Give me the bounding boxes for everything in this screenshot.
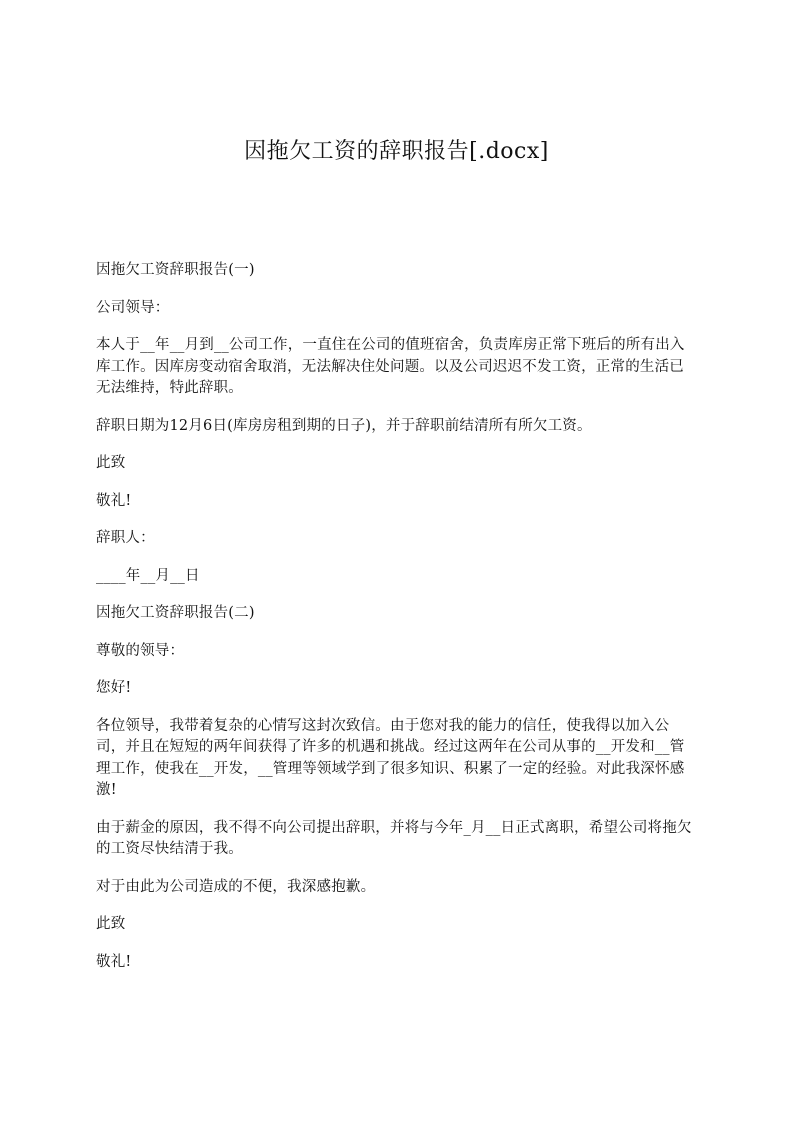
closing-line: 敬礼! [96, 953, 132, 970]
section-heading-1: 因拖欠工资辞职报告(一) [96, 262, 255, 278]
body-paragraph: 各位领导，我带着复杂的心情写这封次致信。由于您对我的能力的信任，使我得以加入公司，并且在短短的两年间获得了许多的机遇和挑战。经过这两年在公司从事的__开发和__管理工作，使我在__开发，__管理等领域学到了很多知识、积累了一定的经验。对此我深怀感激! [96, 717, 685, 798]
document-title: 因拖欠工资的辞职报告[.docx] [244, 139, 549, 164]
closing-line: 此致 [96, 455, 126, 471]
salutation: 尊敬的领导： [96, 642, 185, 659]
closing-line: 此致 [96, 916, 126, 932]
greeting: 您好! [96, 680, 132, 696]
body-paragraph: 对于由此为公司造成的不便，我深感抱歉。 [96, 878, 376, 895]
section-heading-2: 因拖欠工资辞职报告(二) [96, 605, 255, 621]
body-paragraph: 本人于__年__月到__公司工作，一直住在公司的值班宿舍，负责库房正常下班后的所有出入库工作。因库房变动宿舍取消，无法解决住处问题。以及公司迟迟不发工资，正常的生活已无法维持，特此辞职。 [96, 337, 685, 396]
body-paragraph: 由于薪金的原因，我不得不向公司提出辞职，并将与今年_月__日正式离职，希望公司将拖欠的工资尽快结清于我。 [96, 819, 692, 857]
body-paragraph: 辞职日期为12月6日(库房房租到期的日子)，并于辞职前结清所有所欠工资。 [96, 417, 592, 434]
document-body [96, 260, 698, 989]
closing-line: 敬礼! [96, 492, 132, 509]
date-line: ____年__月__日 [96, 567, 200, 584]
salutation: 公司领导： [96, 299, 170, 316]
signature-line: 辞职人： [96, 530, 155, 546]
